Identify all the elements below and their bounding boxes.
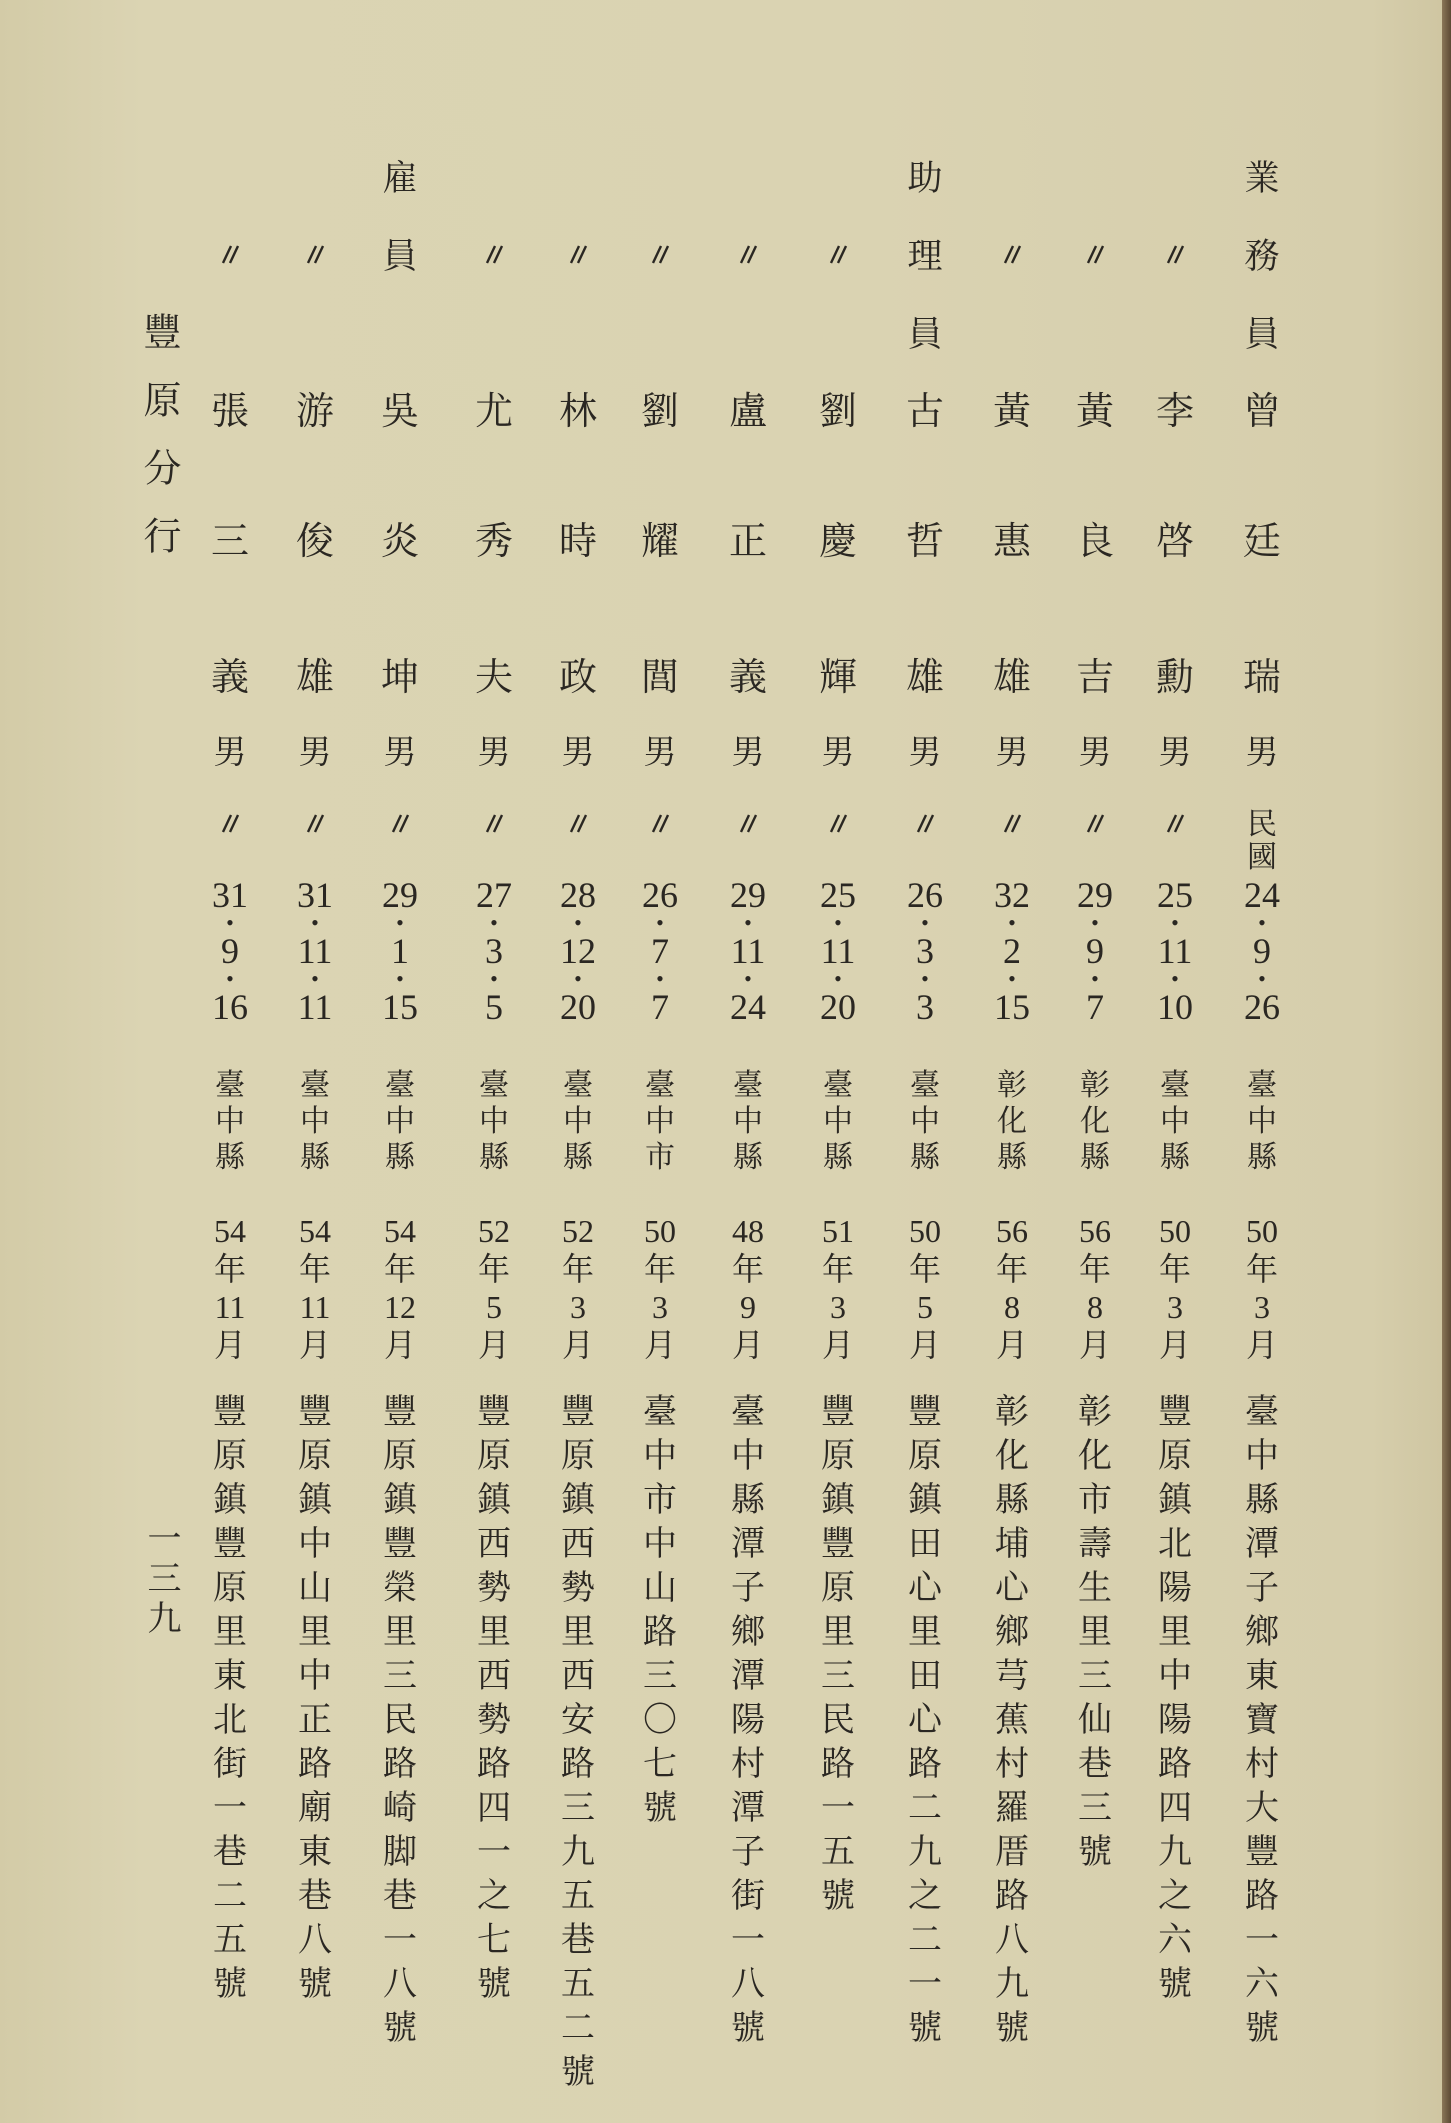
given-name-char: 哲 xyxy=(905,519,944,563)
given-name-char: 勳 xyxy=(1155,655,1194,699)
role-char: 助 xyxy=(907,159,943,199)
native-place: 臺 中 縣 xyxy=(1160,1068,1190,1175)
era-ditto-icon xyxy=(548,812,608,838)
join-date: 50 年 5 月 xyxy=(908,1213,941,1363)
address: 臺 中 縣 潭 子 鄉 潭 陽 村 潭 子 街 一 八 號 xyxy=(731,1392,765,2048)
native-place: 彰 化 縣 xyxy=(1080,1068,1110,1175)
era-ditto-icon xyxy=(285,812,345,838)
address: 彰 化 縣 埔 心 鄉 芎 蕉 村 羅 厝 路 八 九 號 xyxy=(995,1392,1029,2048)
page-number: 一三九 xyxy=(141,1520,181,1640)
birth-date: 31 • 11 • 11 xyxy=(297,875,333,1027)
surname: 張 xyxy=(210,389,249,433)
surname: 李 xyxy=(1155,389,1194,433)
era-ditto-icon xyxy=(464,812,524,838)
role-char: 員 xyxy=(382,237,418,277)
native-place: 臺 中 縣 xyxy=(733,1068,763,1175)
era-ditto-icon xyxy=(718,812,778,838)
era-ditto-icon xyxy=(895,812,955,838)
native-place: 臺 中 縣 xyxy=(479,1068,509,1175)
surname: 劉 xyxy=(640,389,679,433)
birth-date: 25 • 11 • 20 xyxy=(820,875,856,1027)
era-ditto-icon xyxy=(1065,812,1125,838)
birth-date: 24 • 9 • 26 xyxy=(1244,875,1280,1027)
surname: 游 xyxy=(295,389,334,433)
given-name-char: 時 xyxy=(558,519,597,563)
surname: 黃 xyxy=(1075,389,1114,433)
staff-record xyxy=(808,0,868,2123)
staff-record xyxy=(285,0,345,2123)
native-place: 臺 中 縣 xyxy=(1247,1068,1277,1175)
birth-date: 29 • 1 • 15 xyxy=(382,875,418,1027)
given-name-char: 閭 xyxy=(640,655,679,699)
join-date: 54 年 11 月 xyxy=(213,1213,246,1363)
staff-record xyxy=(1232,0,1292,2123)
gender: 男 xyxy=(731,732,765,771)
native-place: 彰 化 縣 xyxy=(997,1068,1027,1175)
birth-date: 28 • 12 • 20 xyxy=(560,875,596,1027)
address: 豐 原 鎮 豐 原 里 東 北 街 一 巷 二 五 號 xyxy=(213,1392,247,2004)
surname: 黃 xyxy=(992,389,1031,433)
given-name-char: 慶 xyxy=(818,519,857,563)
gender: 男 xyxy=(1078,732,1112,771)
staff-record xyxy=(630,0,690,2123)
role-char: 雇 xyxy=(382,159,418,199)
gender: 男 xyxy=(821,732,855,771)
staff-record xyxy=(548,0,608,2123)
join-date: 48 年 9 月 xyxy=(731,1213,764,1363)
role-char: 理 xyxy=(907,237,943,277)
staff-record xyxy=(895,0,955,2123)
address: 豐 原 鎮 西 勢 里 西 安 路 三 九 五 巷 五 二 號 xyxy=(561,1392,595,2092)
role-ditto-icon xyxy=(464,243,524,269)
native-place: 臺 中 縣 xyxy=(385,1068,415,1175)
given-name-char: 雄 xyxy=(295,655,334,699)
role-ditto-icon xyxy=(1065,243,1125,269)
address: 臺 中 市 中 山 路 三 〇 七 號 xyxy=(643,1392,677,1828)
given-name-char: 夫 xyxy=(474,655,513,699)
gender: 男 xyxy=(995,732,1029,771)
staff-record xyxy=(200,0,260,2123)
given-name-char: 俊 xyxy=(295,519,334,563)
join-date: 56 年 8 月 xyxy=(1078,1213,1111,1363)
given-name-char: 啓 xyxy=(1155,519,1194,563)
gender: 男 xyxy=(298,732,332,771)
role-char: 員 xyxy=(1244,315,1280,355)
staff-record xyxy=(1065,0,1125,2123)
birth-date: 27 • 3 • 5 xyxy=(476,875,512,1027)
birth-date: 25 • 11 • 10 xyxy=(1157,875,1193,1027)
join-date: 51 年 3 月 xyxy=(821,1213,854,1363)
given-name-char: 義 xyxy=(728,655,767,699)
gender: 男 xyxy=(213,732,247,771)
gender: 男 xyxy=(908,732,942,771)
role-ditto-icon xyxy=(808,243,868,269)
surname: 尤 xyxy=(474,389,513,433)
join-date: 50 年 3 月 xyxy=(643,1213,676,1363)
role-ditto-icon xyxy=(630,243,690,269)
given-name-char: 秀 xyxy=(474,519,513,563)
page-edge xyxy=(1442,0,1451,2123)
role-ditto-icon xyxy=(200,243,260,269)
native-place: 臺 中 縣 xyxy=(300,1068,330,1175)
role-ditto-icon xyxy=(548,243,608,269)
join-date: 54 年 11 月 xyxy=(298,1213,331,1363)
surname: 林 xyxy=(558,389,597,433)
role-ditto-icon xyxy=(718,243,778,269)
era-ditto-icon xyxy=(982,812,1042,838)
address: 豐 原 鎮 西 勢 里 西 勢 路 四 一 之 七 號 xyxy=(477,1392,511,2004)
given-name-char: 良 xyxy=(1075,519,1114,563)
role-ditto-icon xyxy=(982,243,1042,269)
address: 豐 原 鎮 豐 榮 里 三 民 路 崎 脚 巷 一 八 號 xyxy=(383,1392,417,2048)
join-date: 50 年 3 月 xyxy=(1245,1213,1278,1363)
branch-title-column xyxy=(118,0,181,2123)
join-date: 54 年 12 月 xyxy=(383,1213,416,1363)
era-ditto-icon xyxy=(630,812,690,838)
given-name-char: 輝 xyxy=(818,655,857,699)
birth-date: 32 • 2 • 15 xyxy=(994,875,1030,1027)
gender: 男 xyxy=(643,732,677,771)
given-name-char: 惠 xyxy=(992,519,1031,563)
role-ditto-icon xyxy=(285,243,345,269)
native-place: 臺 中 縣 xyxy=(215,1068,245,1175)
birth-date: 31 • 9 • 16 xyxy=(212,875,248,1027)
given-name-char: 廷 xyxy=(1242,519,1281,563)
address: 豐 原 鎮 北 陽 里 中 陽 路 四 九 之 六 號 xyxy=(1158,1392,1192,2004)
native-place: 臺 中 縣 xyxy=(563,1068,593,1175)
era-ditto-icon xyxy=(1145,812,1205,838)
join-date: 50 年 3 月 xyxy=(1158,1213,1191,1363)
address: 豐 原 鎮 豐 原 里 三 民 路 一 五 號 xyxy=(821,1392,855,1916)
surname: 劉 xyxy=(818,389,857,433)
native-place: 臺 中 縣 xyxy=(910,1068,940,1175)
given-name-char: 三 xyxy=(210,519,249,563)
given-name-char: 雄 xyxy=(992,655,1031,699)
role-char: 務 xyxy=(1244,237,1280,277)
birth-date: 29 • 9 • 7 xyxy=(1077,875,1113,1027)
staff-record xyxy=(718,0,778,2123)
surname: 盧 xyxy=(728,389,767,433)
surname: 吳 xyxy=(380,389,419,433)
role-char: 業 xyxy=(1244,159,1280,199)
address: 彰 化 市 壽 生 里 三 仙 巷 三 號 xyxy=(1078,1392,1112,1872)
staff-record xyxy=(1145,0,1205,2123)
birth-date: 29 • 11 • 24 xyxy=(730,875,766,1027)
given-name-char: 政 xyxy=(558,655,597,699)
address: 臺 中 縣 潭 子 鄉 東 寶 村 大 豐 路 一 六 號 xyxy=(1245,1392,1279,2048)
staff-record xyxy=(370,0,430,2123)
native-place: 臺 中 縣 xyxy=(823,1068,853,1175)
given-name-char: 瑞 xyxy=(1242,655,1281,699)
gender: 男 xyxy=(477,732,511,771)
staff-record xyxy=(464,0,524,2123)
era-ditto-icon xyxy=(370,812,430,838)
branch-title: 豐原分行 xyxy=(137,312,181,584)
gender: 男 xyxy=(1158,732,1192,771)
gender: 男 xyxy=(561,732,595,771)
native-place: 臺 中 市 xyxy=(645,1068,675,1175)
address: 豐 原 鎮 中 山 里 中 正 路 廟 東 巷 八 號 xyxy=(298,1392,332,2004)
staff-record xyxy=(982,0,1042,2123)
role-ditto-icon xyxy=(1145,243,1205,269)
birth-date: 26 • 7 • 7 xyxy=(642,875,678,1027)
given-name-char: 雄 xyxy=(905,655,944,699)
gender: 男 xyxy=(383,732,417,771)
join-date: 52 年 3 月 xyxy=(561,1213,594,1363)
era-ditto-icon xyxy=(200,812,260,838)
era: 民 國 xyxy=(1247,807,1277,875)
gender: 男 xyxy=(1245,732,1279,771)
birth-date: 26 • 3 • 3 xyxy=(907,875,943,1027)
join-date: 52 年 5 月 xyxy=(477,1213,510,1363)
given-name-char: 正 xyxy=(728,519,767,563)
join-date: 56 年 8 月 xyxy=(995,1213,1028,1363)
role-char: 員 xyxy=(907,315,943,355)
given-name-char: 炎 xyxy=(380,519,419,563)
given-name-char: 坤 xyxy=(380,655,419,699)
given-name-char: 吉 xyxy=(1075,655,1114,699)
era-ditto-icon xyxy=(808,812,868,838)
given-name-char: 義 xyxy=(210,655,249,699)
surname: 曾 xyxy=(1242,389,1281,433)
address: 豐 原 鎮 田 心 里 田 心 路 二 九 之 二 一 號 xyxy=(908,1392,942,2048)
given-name-char: 耀 xyxy=(640,519,679,563)
surname: 古 xyxy=(905,389,944,433)
